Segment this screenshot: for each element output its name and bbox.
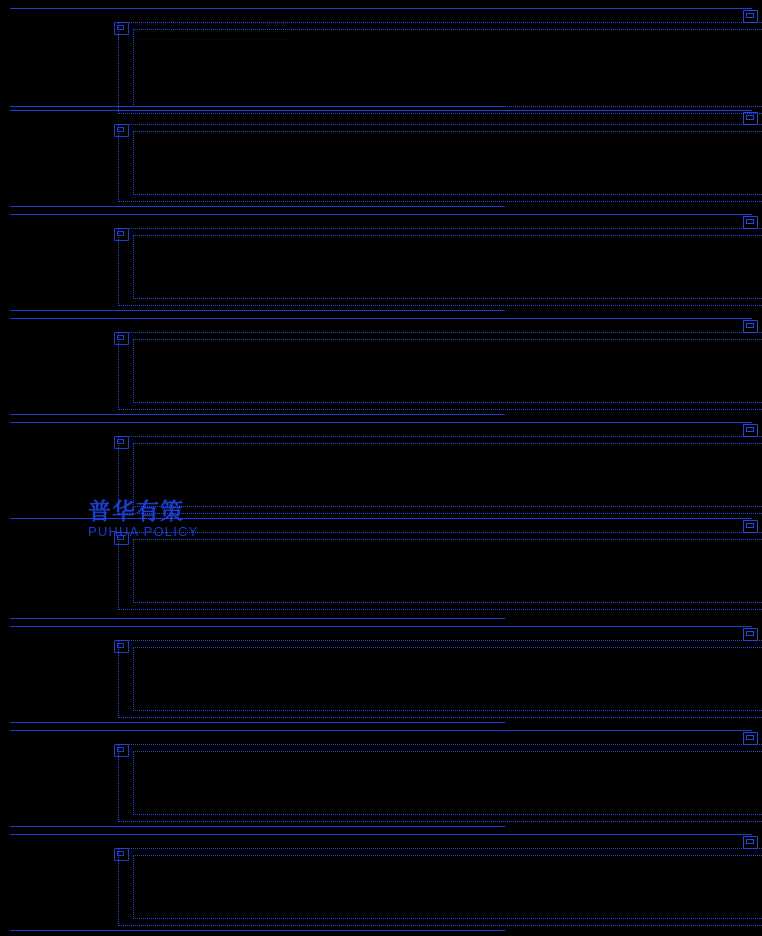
section-divider [10,422,752,423]
dotted-panel-inner [133,131,762,195]
section-divider [10,730,752,731]
watermark-english: PUHUA POLICY [88,524,199,539]
content-card [0,730,762,832]
footer-underline [10,618,505,619]
footer-underline [10,722,505,723]
content-card [0,110,762,212]
content-card [0,518,762,620]
dotted-panel-inner [133,443,762,507]
faint-text-line: ··· ···· ·· ···· ··· ···· ····· ···· ·· ··· ···· ···· ···· ···· ··· ···· ··· ···· [126,29,289,35]
section-divider [10,214,752,215]
footer-underline [10,106,505,107]
dotted-panel [118,532,762,610]
content-card [0,422,762,524]
dotted-panel-inner [133,235,762,299]
dotted-panel-inner [133,751,762,815]
section-divider [10,518,752,519]
footer-underline [10,310,505,311]
dotted-panel [118,332,762,410]
dotted-panel [118,744,762,822]
footer-underline [10,414,505,415]
section-divider [10,626,752,627]
content-card [0,214,762,316]
dotted-panel [118,640,762,718]
dotted-panel-inner [133,539,762,603]
section-divider [10,110,752,111]
dotted-panel [118,124,762,202]
section-divider [10,318,752,319]
footer-underline [10,206,505,207]
section-divider [10,834,752,835]
faint-text-line: ··· ···· ·· ···· ··· ···· ····· ···· ·· ··· ···· ···· ···· ···· ··· ···· ··· ···· [126,21,289,27]
dotted-panel [118,436,762,514]
content-card [0,318,762,420]
dotted-panel-inner [133,339,762,403]
dotted-panel-inner [133,647,762,711]
content-card [0,834,762,936]
watermark-chinese: 普华有策 [88,498,184,524]
dotted-panel [118,848,762,926]
dotted-panel-inner [133,855,762,919]
content-card [0,8,762,124]
dotted-panel [118,228,762,306]
faint-text-line: ··· ···· ·· ···· ··· ···· ····· ···· ·· ··· ···· ···· ···· ···· ··· ···· ··· ···· [126,37,289,43]
footer-underline [10,826,505,827]
content-card [0,626,762,728]
section-divider [10,8,752,9]
footer-underline [10,930,505,931]
